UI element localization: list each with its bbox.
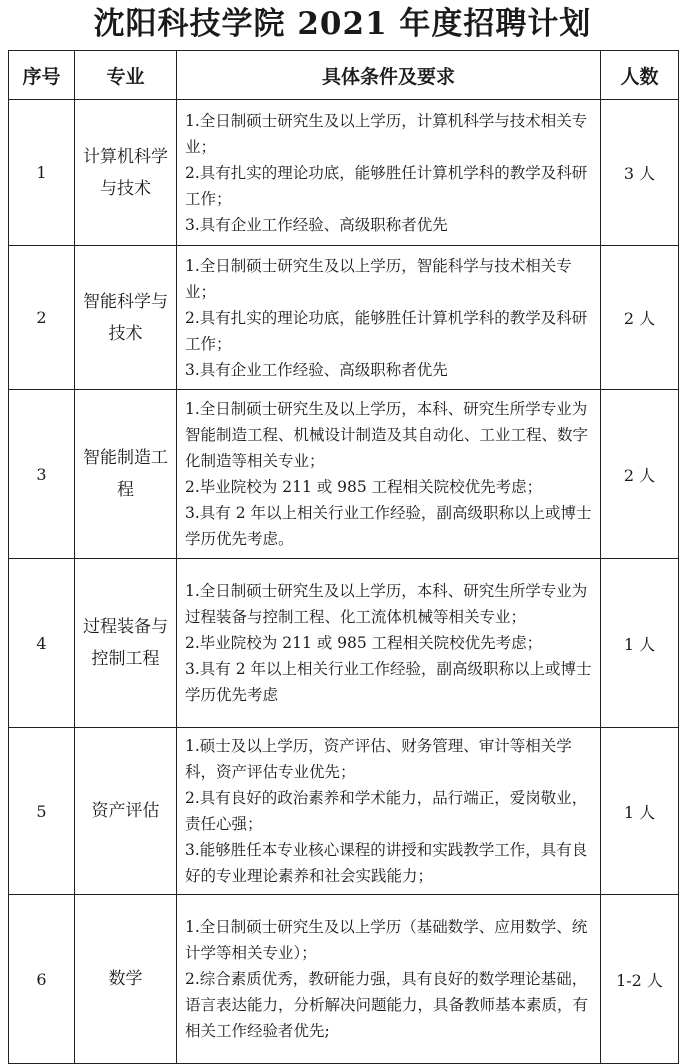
requirement-item: 2.具有扎实的理论功底，能够胜任计算机学科的教学及科研工作；	[185, 163, 588, 208]
requirement-item: 1.硕士及以上学历，资产评估、财务管理、审计等相关学科，资产评估专业优先；	[185, 737, 572, 781]
requirement-item: 1.全日制硕士研究生及以上学历，本科、研究生所学专业为智能制造工程、机械设计制造及其自动化、工业工程、数字化制造等相关专业；	[185, 400, 589, 470]
row-major: 计算机科学与技术	[75, 100, 177, 246]
table-row	[9, 728, 679, 895]
table-row	[9, 895, 679, 1064]
row-count: 2 人	[601, 390, 679, 559]
row-requirements	[177, 895, 601, 1064]
row-requirements	[177, 390, 601, 559]
header-seq: 序号	[9, 51, 75, 100]
row-count: 1 人	[601, 559, 679, 728]
header-major: 专业	[75, 51, 177, 100]
table-row	[9, 390, 679, 559]
requirement-item: 2.综合素质优秀，教研能力强，具有良好的数学理论基础，语言表达能力，分析解决问题能力，具备教师基本素质，有相关工作经验者优先;	[185, 970, 589, 1040]
row-count: 2 人	[601, 246, 679, 390]
row-seq: 6	[9, 895, 75, 1064]
table-row	[9, 246, 679, 390]
requirement-item: 3.具有 2 年以上相关行业工作经验，副高级职称以上或博士学历优先考虑。	[185, 504, 592, 548]
page-title: 沈阳科技学院 2021 年度招聘计划	[93, 6, 592, 42]
requirement-item: 2.毕业院校为 211 或 985 工程相关院校优先考虑；	[185, 634, 543, 652]
requirement-item: 1.全日制硕士研究生及以上学历，智能科学与技术相关专业；	[185, 256, 572, 301]
row-requirements	[177, 246, 601, 390]
row-major: 过程装备与控制工程	[75, 559, 177, 728]
row-major: 资产评估	[75, 728, 177, 895]
row-requirements	[177, 100, 601, 246]
row-requirements	[177, 728, 601, 895]
row-count: 1-2 人	[601, 895, 679, 1064]
row-major: 数学	[75, 895, 177, 1064]
row-major: 智能科学与技术	[75, 246, 177, 390]
requirement-item: 3.具有 2 年以上相关行业工作经验，副高级职称以上或博士学历优先考虑	[185, 660, 592, 704]
row-seq: 1	[9, 100, 75, 246]
row-seq: 3	[9, 390, 75, 559]
requirement-item: 1.全日制硕士研究生及以上学历，本科、研究生所学专业为过程装备与控制工程、化工流体机械等相关专业；	[185, 582, 588, 626]
row-requirements	[177, 559, 601, 728]
requirement-item: 3.能够胜任本专业核心课程的讲授和实践教学工作，具有良好的专业理论素养和社会实践能力；	[185, 841, 588, 885]
requirement-item: 2.毕业院校为 211 或 985 工程相关院校优先考虑；	[185, 478, 543, 496]
header-requirements: 具体条件及要求	[177, 51, 601, 100]
row-count: 3 人	[601, 100, 679, 246]
table-header-row	[9, 51, 679, 100]
recruitment-table	[8, 50, 679, 1064]
requirement-item: 3.具有企业工作经验、高级职称者优先	[185, 360, 448, 379]
row-major: 智能制造工程	[75, 390, 177, 559]
requirement-item: 1.全日制硕士研究生及以上学历（基础数学、应用数学、统计学等相关专业）；	[185, 918, 588, 962]
requirement-item: 1.全日制硕士研究生及以上学历，计算机科学与技术相关专业；	[185, 111, 588, 156]
table-row	[9, 559, 679, 728]
row-seq: 4	[9, 559, 75, 728]
requirement-item: 3.具有企业工作经验、高级职称者优先	[185, 215, 448, 234]
table-row	[9, 100, 679, 246]
requirement-item: 2.具有良好的政治素养和学术能力，品行端正，爱岗敬业，责任心强；	[185, 789, 588, 833]
header-count: 人数	[601, 51, 679, 100]
row-seq: 5	[9, 728, 75, 895]
requirement-item: 2.具有扎实的理论功底，能够胜任计算机学科的教学及科研工作；	[185, 308, 588, 353]
row-seq: 2	[9, 246, 75, 390]
row-count: 1 人	[601, 728, 679, 895]
